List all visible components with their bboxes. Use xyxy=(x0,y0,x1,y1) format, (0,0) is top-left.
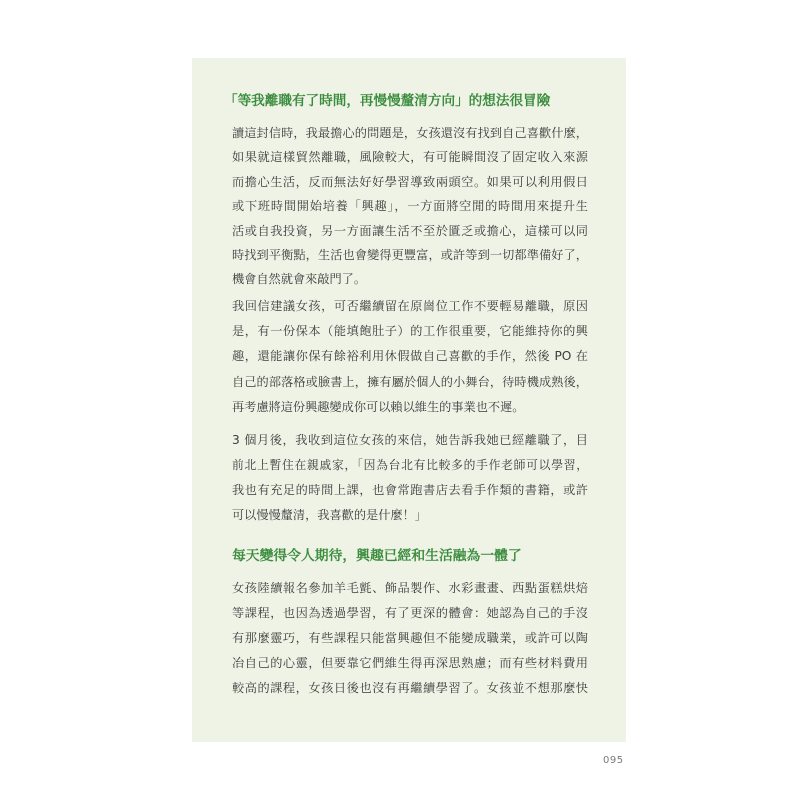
paragraph-1 xyxy=(232,121,588,292)
paragraph-line: 再考慮將這份興趣變成你可以賴以維生的事業也不遲。 xyxy=(232,399,525,414)
section-heading-1: 「等我離職有了時間，再慢慢釐清方向」的想法很冒險 xyxy=(224,93,551,109)
paragraph-line: 女孩陸續報名參加羊毛氈、飾品製作、水彩畫畫、西點蛋糕烘焙 xyxy=(232,581,588,595)
paragraph-line: 或下班時間開始培養「興趣」，一方面將空閒的時間用來提升生 xyxy=(232,199,588,214)
paragraph-line: 自己的部落格或臉書上，擁有屬於個人的小舞台，待時機成熟後， xyxy=(232,374,588,389)
paragraph-line: 而擔心生活，反而無法好好學習導致兩頭空。如果可以利用假日 xyxy=(232,174,588,189)
paragraph-2 xyxy=(232,294,588,420)
paragraph-line: 活或自我投資，另一方面讓生活不至於匱乏或擔心，這樣可以同 xyxy=(232,223,588,238)
paragraph-line: 較高的課程，女孩日後也沒有再繼續學習了。女孩並不想那麼快 xyxy=(232,681,588,695)
paragraph-line: 我也有充足的時間上課，也會常跑書店去看手作類的書籍，或許 xyxy=(232,483,588,497)
paragraph-line: 是，有一份保本（能填飽肚子）的工作很重要，它能維持你的興 xyxy=(232,324,588,339)
paragraph-line: 可以慢慢釐清，我喜歡的是什麼！」 xyxy=(232,508,427,522)
paragraph-line: 前北上暫住在親戚家，「因為台北有比較多的手作老師可以學習， xyxy=(232,458,588,472)
paragraph-line: 機會自然就會來敲門了。 xyxy=(232,272,367,287)
paragraph-line: 冶自己的心靈，但要靠它們維生得再深思熟慮；而有些材料費用 xyxy=(232,656,588,670)
paragraph-line: 趣，還能讓你保有餘裕利用休假做自己喜歡的手作，然後 PO 在 xyxy=(232,349,588,364)
paragraph-line: 3 個月後，我收到這位女孩的來信，她告訴我她已經離職了，目 xyxy=(232,433,588,447)
paragraph-line: 等課程，也因為透過學習，有了更深的體會：她認為自己的手沒 xyxy=(232,606,588,620)
paragraph-3 xyxy=(232,428,588,528)
page-number: 095 xyxy=(603,755,624,766)
paragraph-line: 時找到平衡點，生活也會變得更豐富，或許等到一切都準備好了， xyxy=(232,247,588,262)
paragraph-line: 讀這封信時，我最擔心的問題是，女孩還沒有找到自己喜歡什麼， xyxy=(232,126,588,140)
paragraph-line: 有那麼靈巧，有些課程只能當興趣但不能變成職業，或許可以陶 xyxy=(232,631,588,645)
paragraph-line: 我回信建議女孩，可否繼續留在原崗位工作不要輕易離職，原因 xyxy=(232,299,588,313)
paragraph-4 xyxy=(232,576,588,701)
section-heading-2: 每天變得令人期待，興趣已經和生活融為一體了 xyxy=(232,548,522,564)
paragraph-line: 如果就這樣貿然離職，風險較大，有可能瞬間沒了固定收入來源 xyxy=(232,150,588,165)
